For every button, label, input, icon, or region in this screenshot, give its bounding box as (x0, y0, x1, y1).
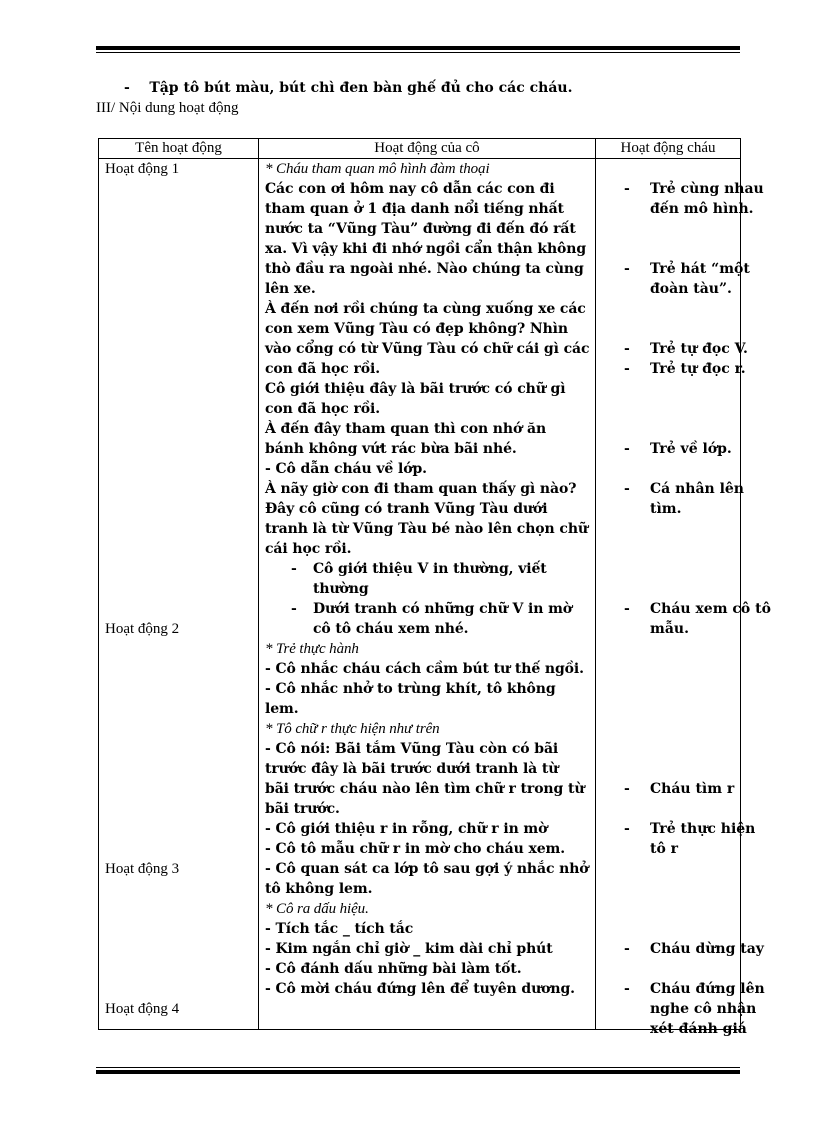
child-entry-dash: - (624, 481, 630, 497)
child-entry-text: Cháu dừng tay (650, 941, 764, 957)
child-entry-text: tô r (650, 841, 679, 857)
teacher-line: Cô giới thiệu đây là bãi trước có chữ gì (265, 381, 566, 397)
teacher-line: xa. Vì vậy khi đi nhớ ngồi cẩn thận không (265, 241, 587, 257)
teacher-line: - Kim ngắn chỉ giờ _ kim dài chỉ phút (265, 941, 553, 957)
child-entry-dash: - (624, 361, 630, 377)
header-teacher-activity: Hoạt động của cô (259, 139, 596, 159)
teacher-line: thường (313, 581, 369, 597)
teacher-line: - Cô nói: Bãi tắm Vũng Tàu còn có bãi (265, 741, 559, 757)
activity-label: Hoạt động 2 (105, 621, 180, 637)
teacher-line: bãi trước. (265, 801, 340, 817)
teacher-line: À nãy giờ con đi tham quan thấy gì nào? (265, 481, 577, 497)
child-entry-text: Trẻ tự đọc V. (650, 341, 748, 357)
sub-item-dash: - (291, 561, 297, 577)
teacher-line: lên xe. (265, 281, 316, 297)
teacher-line: * Cô ra dấu hiệu. (265, 901, 369, 917)
teacher-line: Đây cô cũng có tranh Vũng Tàu dưới (265, 501, 548, 517)
sub-item-text: Cô giới thiệu V in thường, viết (313, 561, 547, 577)
teacher-line: lem. (265, 701, 299, 717)
teacher-line: vào cổng có từ Vũng Tàu có chữ cái gì các (265, 341, 590, 357)
teacher-line: * Trẻ thực hành (265, 641, 359, 657)
activity-label: Hoạt động 3 (105, 861, 180, 877)
header-rule (96, 46, 740, 53)
child-entry-text: xét đánh giá (650, 1021, 747, 1037)
teacher-line: - Tích tắc _ tích tắc (265, 921, 414, 937)
teacher-sub-item (265, 599, 589, 619)
sub-item-text: Dưới tranh có những chữ V in mờ (313, 601, 573, 617)
teacher-line: Các con ơi hôm nay cô dẫn các con đi (265, 181, 555, 197)
teacher-line: thò đầu ra ngoài nhé. Nào chúng ta cùng (265, 261, 584, 277)
teacher-line: - Cô đánh dấu những bài làm tốt. (265, 961, 522, 977)
teacher-line: nước ta “Vũng Tàu” đường đi đến đó rất (265, 221, 576, 237)
teacher-line: con đã học rồi. (265, 361, 380, 377)
child-entry-dash: - (624, 941, 630, 957)
child-entry-text: nghe cô nhận (650, 1001, 757, 1017)
bullet-text: Tập tô bút màu, bút chì đen bàn ghế đủ cho các cháu. (149, 80, 573, 96)
teacher-line: À đến đây tham quan thì con nhớ ăn (265, 421, 547, 437)
teacher-line: tham quan ở 1 địa danh nổi tiếng nhất (265, 201, 564, 217)
teacher-sub-item (265, 559, 589, 579)
teacher-line: - Cô dẫn cháu về lớp. (265, 461, 427, 477)
teacher-line: trước đây là bãi trước dưới tranh là từ (265, 761, 559, 777)
activity-label: Hoạt động 1 (105, 161, 180, 177)
teacher-line: - Cô mời cháu đứng lên để tuyên dương. (265, 981, 575, 997)
child-entry-text: Cháu đứng lên (650, 981, 765, 997)
footer-rule (96, 1067, 740, 1074)
teacher-line: cô tô cháu xem nhé. (313, 621, 469, 637)
teacher-line: con đã học rồi. (265, 401, 380, 417)
child-entry-dash: - (624, 601, 630, 617)
intro (96, 78, 756, 118)
section-heading: III/ Nội dung hoạt động (96, 100, 239, 116)
child-entry-dash: - (624, 821, 630, 837)
teacher-line: tranh là từ Vũng Tàu bé nào lên chọn chữ (265, 521, 588, 537)
teacher-line: - Cô giới thiệu r in rỗng, chữ r in mờ (265, 821, 548, 837)
child-entry-text: đoàn tàu”. (650, 281, 732, 297)
sub-item-dash: - (291, 601, 297, 617)
child-entry-dash: - (624, 441, 630, 457)
teacher-line: - Cô tô mẫu chữ r in mờ cho cháu xem. (265, 841, 566, 857)
teacher-line: * Tô chữ r thực hiện như trên (265, 721, 440, 737)
activity-table (98, 138, 771, 1037)
child-entry-dash: - (624, 261, 630, 277)
child-activity-column (596, 159, 771, 1037)
header-activity-name: Tên hoạt động (99, 139, 259, 159)
teacher-line: À đến nơi rồi chúng ta cùng xuống xe các (265, 301, 586, 317)
child-entry-dash: - (624, 181, 630, 197)
child-entry-text: Cháu tìm r (650, 781, 735, 797)
teacher-line: * Cháu tham quan mô hình đàm thoại (265, 161, 490, 177)
child-entry-dash: - (624, 981, 630, 997)
materials-bullet (96, 78, 756, 98)
table-body-row (99, 159, 741, 1030)
child-entry-text: Trẻ về lớp. (650, 441, 732, 457)
teacher-line: cái học rồi. (265, 541, 352, 557)
teacher-line: - Cô nhắc nhở to trùng khít, tô không (265, 681, 556, 697)
teacher-line: - Cô nhắc cháu cách cầm bút tư thế ngồi. (265, 661, 584, 677)
child-entry-dash: - (624, 341, 630, 357)
bullet-dash: - (124, 80, 130, 96)
header-child-activity: Hoạt động cháu (596, 139, 741, 159)
child-entry-text: Cháu xem cô tô (650, 601, 771, 617)
child-entry-text: Trẻ hát “một (650, 261, 750, 277)
activity-name-column (99, 159, 258, 1029)
teacher-line: bãi trước cháu nào lên tìm chữ r trong từ (265, 781, 585, 797)
child-entry-dash: - (624, 781, 630, 797)
child-entry-text: Trẻ cùng nhau (650, 181, 764, 197)
table-header-row (99, 139, 741, 159)
teacher-line: bánh không vứt rác bừa bãi nhé. (265, 441, 517, 457)
child-entry-text: Trẻ tự đọc r. (650, 361, 746, 377)
child-entry-text: mẫu. (650, 621, 689, 637)
child-entry-text: Cá nhân lên (650, 481, 744, 497)
teacher-line: tô không lem. (265, 881, 373, 897)
child-entry-text: Trẻ thực hiện (650, 821, 756, 837)
teacher-line: con xem Vũng Tàu có đẹp không? Nhìn (265, 321, 568, 337)
child-entry-text: tìm. (650, 501, 682, 517)
activity-label: Hoạt động 4 (105, 1001, 180, 1017)
teacher-line: - Cô quan sát ca lớp tô sau gợi ý nhắc nhở (265, 861, 589, 877)
teacher-activity-column (259, 159, 595, 1029)
child-entry-text: đến mô hình. (650, 201, 754, 217)
